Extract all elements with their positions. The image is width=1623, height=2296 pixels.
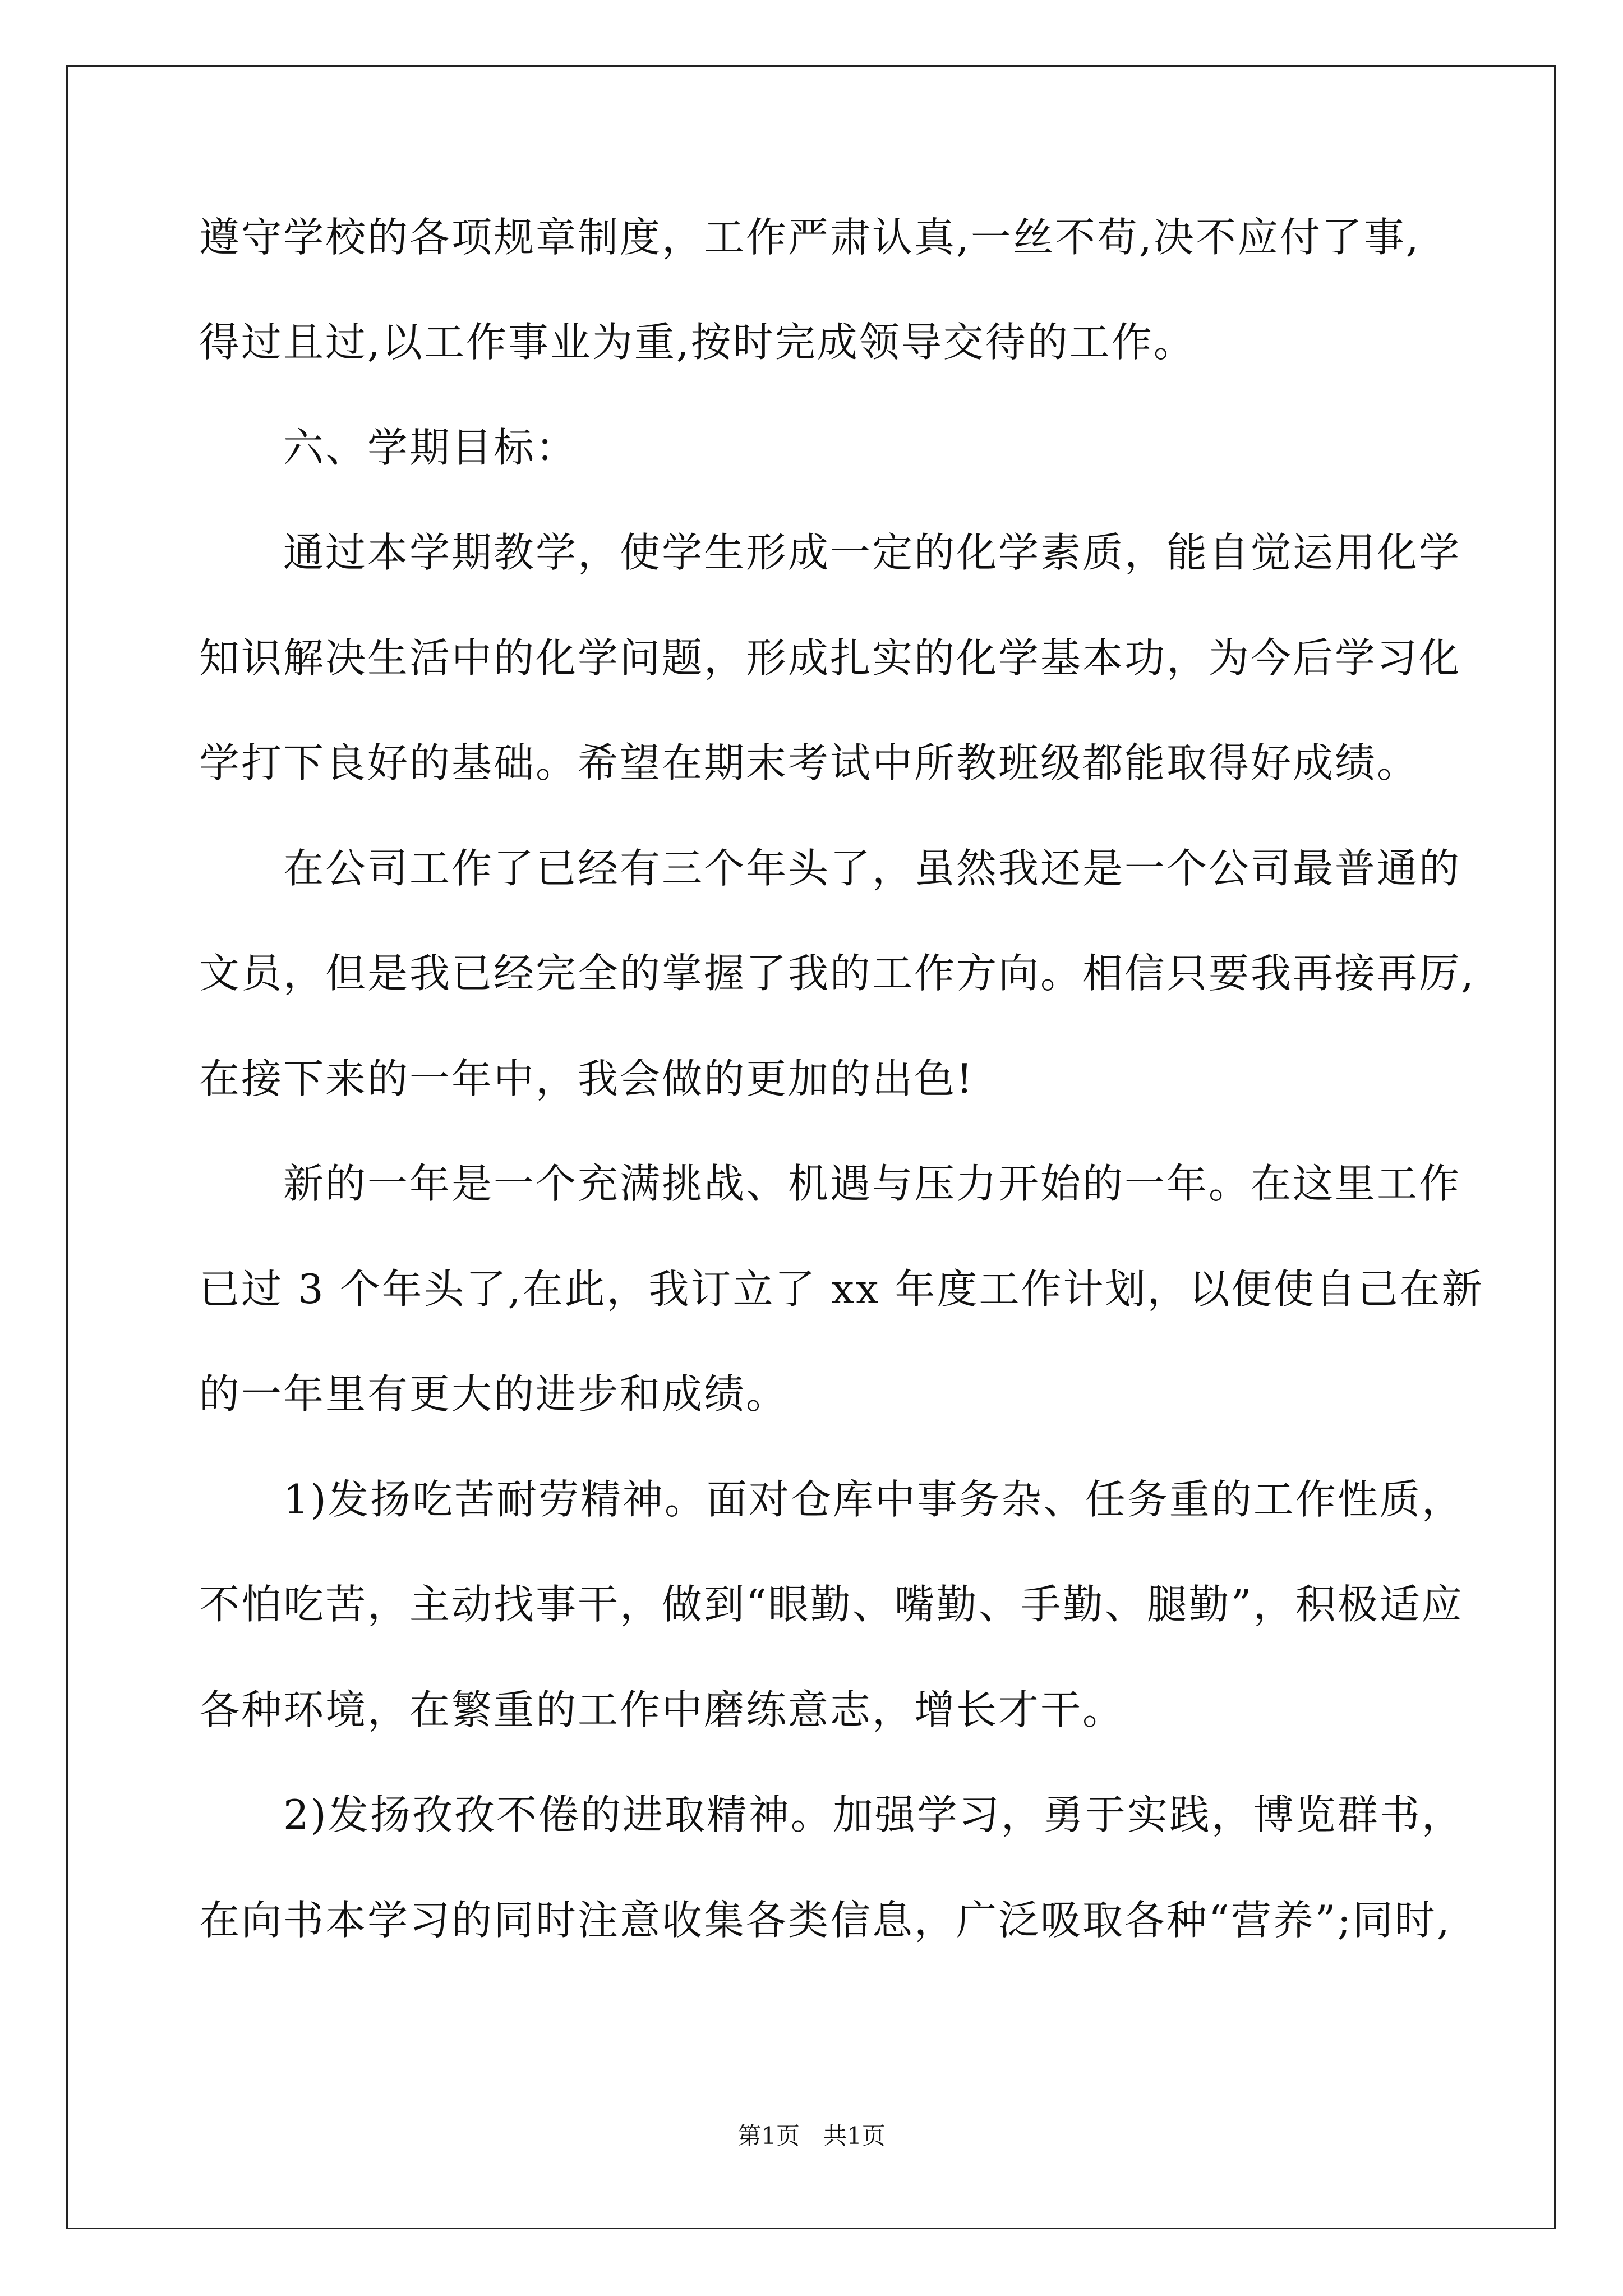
- text-line: 遵守学校的各项规章制度，工作严肃认真,一丝不苟,决不应付了事,: [199, 214, 1421, 261]
- text-line: 文员，但是我已经完全的掌握了我的工作方向。相信只要我再接再厉,: [199, 950, 1476, 997]
- text-line: 的一年里有更大的进步和成绩。: [199, 1370, 789, 1418]
- text-line: 已过 3 个年头了,在此，我订立了 xx 年度工作计划，以便使自己在新: [199, 1266, 1484, 1313]
- text-line: 2)发扬孜孜不倦的进取精神。加强学习，勇于实践，博览群书，: [199, 1791, 1464, 1838]
- text-line: 在公司工作了已经有三个年头了，虽然我还是一个公司最普通的: [199, 845, 1461, 892]
- page-footer: 第1页 共1页: [737, 2122, 886, 2150]
- text-line: 得过且过,以工作事业为重,按时完成领导交待的工作。: [199, 319, 1196, 366]
- text-line: 新的一年是一个充满挑战、机遇与压力开始的一年。在这里工作: [199, 1160, 1461, 1207]
- text-line: 学打下良好的基础。希望在期末考试中所教班级都能取得好成绩。: [199, 739, 1419, 786]
- text-line: 在向书本学习的同时注意收集各类信息，广泛吸取各种“营养”;同时,: [199, 1897, 1451, 1944]
- text-line: 1)发扬吃苦耐劳精神。面对仓库中事务杂、任务重的工作性质，: [199, 1476, 1464, 1523]
- text-line: 通过本学期教学，使学生形成一定的化学素质，能自觉运用化学: [199, 529, 1461, 576]
- text-line: 各种环境，在繁重的工作中磨练意志，增长才干。: [199, 1686, 1125, 1733]
- text-line: 不怕吃苦，主动找事干，做到“眼勤、嘴勤、手勤、腿勤”，积极适应: [199, 1581, 1464, 1628]
- text-line: 在接下来的一年中，我会做的更加的出色!: [199, 1055, 974, 1102]
- text-line: 知识解决生活中的化学问题，形成扎实的化学基本功，为今后学习化: [199, 634, 1461, 682]
- section-heading: 六、学期目标：: [199, 424, 578, 471]
